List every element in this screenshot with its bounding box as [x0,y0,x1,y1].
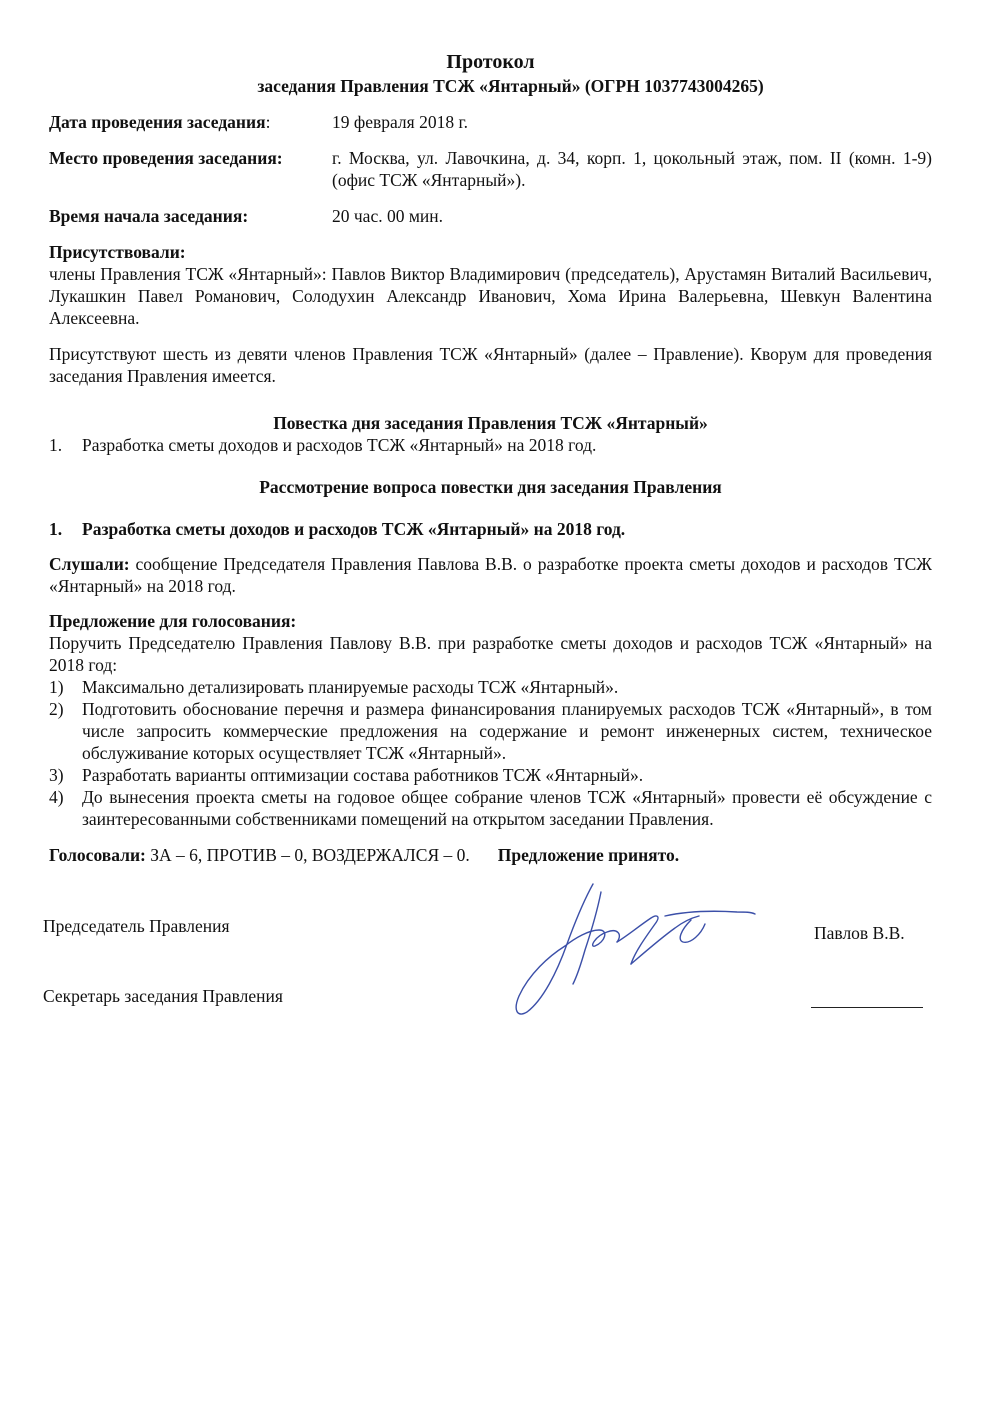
chair-name: Павлов В.В. [814,923,905,943]
votes-text: ЗА – 6, ПРОТИВ – 0, ВОЗДЕРЖАЛСЯ – 0. [145,845,470,865]
meeting-time-value: 20 час. 00 мин. [332,206,444,226]
question-number: 1. [49,519,63,539]
proposal-item-text: Максимально детализировать планируемые расходы ТСЖ «Янтарный». [82,677,619,697]
proposal-item-text: Разработать варианты оптимизации состава работников ТСЖ «Янтарный». [82,765,644,785]
meeting-date-label-colon: : [265,112,271,132]
decision-result: Предложение принято. [497,845,680,865]
agenda-item-number: 1. [49,435,63,455]
proposal-item [49,698,932,764]
proposal-item-number: 3) [49,765,64,785]
question-title-text: Разработка сметы доходов и расходов ТСЖ «Янтарный» на 2018 год. [82,519,626,539]
attendance-members: члены Правления ТСЖ «Янтарный»: Павлов Виктор Владимирович (председатель), Арустамян Виталий Васильевич, Лукашкин Павел Романович, Солодухин Александр Иванович, Хома Ирина Валерьевна, Шевкун Валентина Алексеевна. [49,264,932,328]
heard-text: сообщение Председателя Правления Павлова В.В. о разработке проекта сметы доходов и расходов ТСЖ «Янтарный» на 2018 год. [49,554,932,596]
meeting-time-label: Время начала заседания: [49,206,249,226]
meeting-date-value: 19 февраля 2018 г. [332,112,469,132]
votes-label: Голосовали: [49,845,146,865]
proposal-heading: Предложение для голосования: [49,611,297,631]
meeting-date-row [49,111,932,133]
proposal-item [49,786,932,830]
agenda-item-text: Разработка сметы доходов и расходов ТСЖ «Янтарный» на 2018 год. [82,435,597,455]
meeting-date-label: Дата проведения заседания [49,112,266,132]
secretary-label: Секретарь заседания Правления [43,986,283,1006]
protocol-document [49,50,932,866]
proposal-item-text: До вынесения проекта сметы на годовое общее собрание членов ТСЖ «Янтарный» провести её обсуждение с заинтересованными собственниками помещений на открытом заседании Правления. [82,787,932,829]
attendance-heading: Присутствовали: [49,242,186,262]
proposal-item [49,764,932,786]
proposal-item-number: 1) [49,677,64,697]
quorum-statement: Присутствуют шесть из девяти членов Правления ТСЖ «Янтарный» (далее – Правление). Кворум для проведения заседания Правления имеется. [49,344,932,386]
voting-result-row [49,844,932,866]
meeting-place-row [49,147,932,191]
proposal-item-number: 2) [49,699,64,719]
agenda-heading: Повестка дня заседания Правления ТСЖ «Янтарный» [273,413,708,433]
heard-label: Слушали: [49,554,130,574]
signature-block [43,900,943,1040]
consideration-heading: Рассмотрение вопроса повестки дня заседания Правления [259,477,722,497]
meeting-time-row [49,205,932,227]
attendance-section [49,241,932,329]
question-title [49,518,932,540]
meeting-place-label: Место проведения заседания: [49,148,283,168]
document-subtitle: заседания Правления ТСЖ «Янтарный» (ОГРН 1037743004265) [257,76,764,96]
handwritten-signature-icon [505,872,765,1022]
heard-paragraph [49,553,932,597]
secretary-signature-line [811,1007,923,1008]
meeting-place-value: г. Москва, ул. Лавочкина, д. 34, корп. 1, цокольный этаж, пом. II (комн. 1-9) (офис ТСЖ «Янтарный»). [332,148,932,190]
chair-label: Председатель Правления [43,916,230,936]
proposal-intro: Поручить Председателю Правления Павлову В.В. при разработке сметы доходов и расходов ТСЖ «Янтарный» на 2018 год: [49,633,932,675]
proposal-item-text: Подготовить обоснование перечня и размера финансирования планируемых расходов ТСЖ «Янтарный», в том числе запросить коммерческие предложения на содержание и ремонт инженерных систем, техническое обслуживание которых осуществляет ТСЖ «Янтарный». [82,699,932,763]
agenda-item [49,434,932,456]
proposal-item-number: 4) [49,787,64,807]
proposal-section [49,610,932,830]
proposal-item [49,676,932,698]
document-title: Протокол [446,51,535,73]
